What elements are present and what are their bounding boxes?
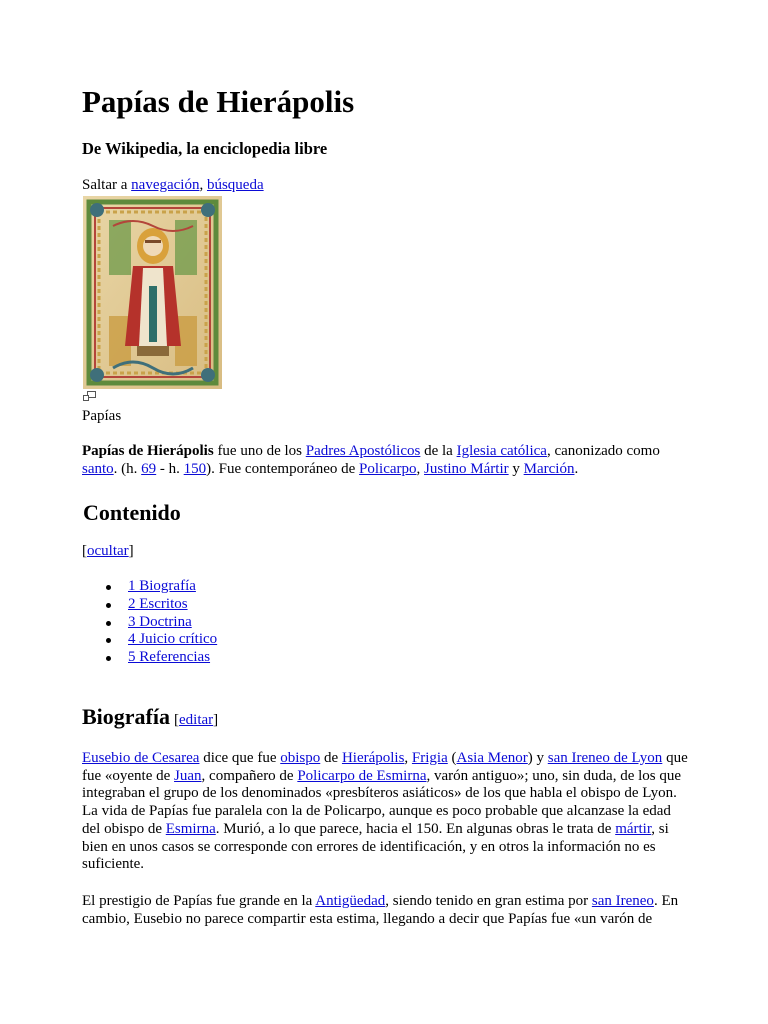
page-title: Papías de Hierápolis <box>82 84 355 119</box>
text-run: ) y <box>527 750 548 766</box>
inline-link[interactable]: 150 <box>183 460 207 477</box>
text-run: . <box>574 460 579 477</box>
figure-caption: Papías <box>82 408 122 424</box>
text-run: ). Fue contemporáneo de <box>206 460 360 477</box>
biografia-paragraph-2 <box>82 893 690 928</box>
toc-item <box>82 631 217 649</box>
inline-link[interactable]: mártir <box>615 820 652 837</box>
bullet <box>106 603 111 608</box>
text-run: - h. <box>156 460 184 477</box>
text-run: . Murió, a lo que parece, hacia el 150. En algunas obras le trata de <box>215 820 616 837</box>
text-run: , varón antiguo»; uno, sin duda, de los que integraban el grupo de los denominados «presbíteros asiáticos» de los que habla el obispo de Lyon. La vida de Papías fue paralela con la de Policarpo, aunque es poco probable que alcanzase la edad del obispo de <box>82 767 682 837</box>
toc-title: Contenido <box>83 500 181 525</box>
bullet <box>106 621 111 626</box>
toc-list <box>82 578 217 667</box>
toc-toggle: [ocultar] <box>82 543 134 559</box>
toc-link-doctrina[interactable]: 3 Doctrina <box>128 613 192 630</box>
toc-item <box>82 649 217 667</box>
text-run: , si bien en unos casos se corresponde con errores de identificación, y en otros la información no es suficiente. <box>82 820 669 873</box>
biografia-paragraph-1 <box>82 750 690 874</box>
inline-link[interactable]: Padres Apostólicos <box>305 443 421 459</box>
section-title: Biografía <box>82 704 170 729</box>
jump-search-link[interactable]: búsqueda <box>206 177 264 193</box>
section-heading <box>82 704 218 730</box>
inline-link[interactable]: 69 <box>141 460 157 477</box>
text-run: de <box>320 750 342 766</box>
jump-prefix: Saltar a <box>82 177 128 193</box>
toc-link-escritos[interactable]: 2 Escritos <box>128 595 188 612</box>
text-run: . (h. <box>113 460 142 477</box>
text-run: que fue «oyente de <box>82 750 688 784</box>
text-run: El prestigio de Papías fue grande en la <box>82 893 316 909</box>
text-run: , canonizado como <box>546 443 660 459</box>
inline-link[interactable]: santo <box>82 460 114 477</box>
inline-link[interactable]: Iglesia católica <box>456 443 547 459</box>
inline-link[interactable]: Esmirna <box>165 820 216 837</box>
text-run: de la <box>420 443 457 459</box>
bullet <box>106 656 111 661</box>
text-run: fue uno de los <box>213 443 306 459</box>
bullet <box>106 585 111 590</box>
text-run: , <box>404 750 412 766</box>
inline-link[interactable]: Justino Mártir <box>424 460 509 477</box>
edit-section: [editar] <box>174 712 219 728</box>
illuminated-manuscript-image <box>83 196 222 389</box>
inline-link[interactable]: san Ireneo <box>591 893 654 909</box>
inline-link[interactable]: Policarpo <box>359 460 417 477</box>
inline-link[interactable]: Hierápolis <box>341 750 405 766</box>
bullet <box>106 638 111 643</box>
text-run: , <box>416 460 425 477</box>
inline-link[interactable]: obispo <box>280 750 321 766</box>
edit-link[interactable]: editar <box>179 712 214 728</box>
toc-item <box>82 596 217 614</box>
inline-link[interactable]: Asia Menor <box>456 750 528 766</box>
text-run: y <box>508 460 524 477</box>
inline-link[interactable]: Juan <box>174 767 202 784</box>
toc-link-juicio-critico[interactable]: 4 Juicio crítico <box>128 631 218 648</box>
jump-separator: , <box>199 177 204 193</box>
papias-image[interactable] <box>83 196 222 389</box>
text-run: dice que fue <box>199 750 281 766</box>
inline-link[interactable]: Frigia <box>411 750 448 766</box>
toc-link-referencias[interactable]: 5 Referencias <box>128 649 211 666</box>
inline-link[interactable]: Policarpo de Esmirna <box>297 767 427 784</box>
toc-link-biografia[interactable]: 1 Biografía <box>128 578 196 594</box>
text-run: ( <box>447 750 457 766</box>
toc-item <box>82 578 217 596</box>
jump-navigation-link[interactable]: navegación <box>131 177 200 193</box>
enlarge-icon[interactable] <box>83 389 96 399</box>
text-run: , siendo tenido en gran estima por <box>385 893 592 909</box>
toc-hide-link[interactable]: ocultar <box>87 543 129 559</box>
bold-term: Papías de Hierápolis <box>82 443 214 459</box>
site-subtitle: De Wikipedia, la enciclopedia libre <box>82 139 328 158</box>
lead-paragraph <box>82 443 690 478</box>
text-run: , compañero de <box>201 767 298 784</box>
text-run: . En cambio, Eusebio no parece compartir esta estima, llegando a decir que Papías fue «un varón de <box>82 893 679 927</box>
inline-link[interactable]: Eusebio de Cesarea <box>82 750 200 766</box>
toc-item <box>82 614 217 632</box>
inline-link[interactable]: Antigüedad <box>315 893 386 909</box>
jump-links <box>82 177 264 194</box>
inline-link[interactable]: Marción <box>523 460 575 477</box>
inline-link[interactable]: san Ireneo de Lyon <box>547 750 663 766</box>
